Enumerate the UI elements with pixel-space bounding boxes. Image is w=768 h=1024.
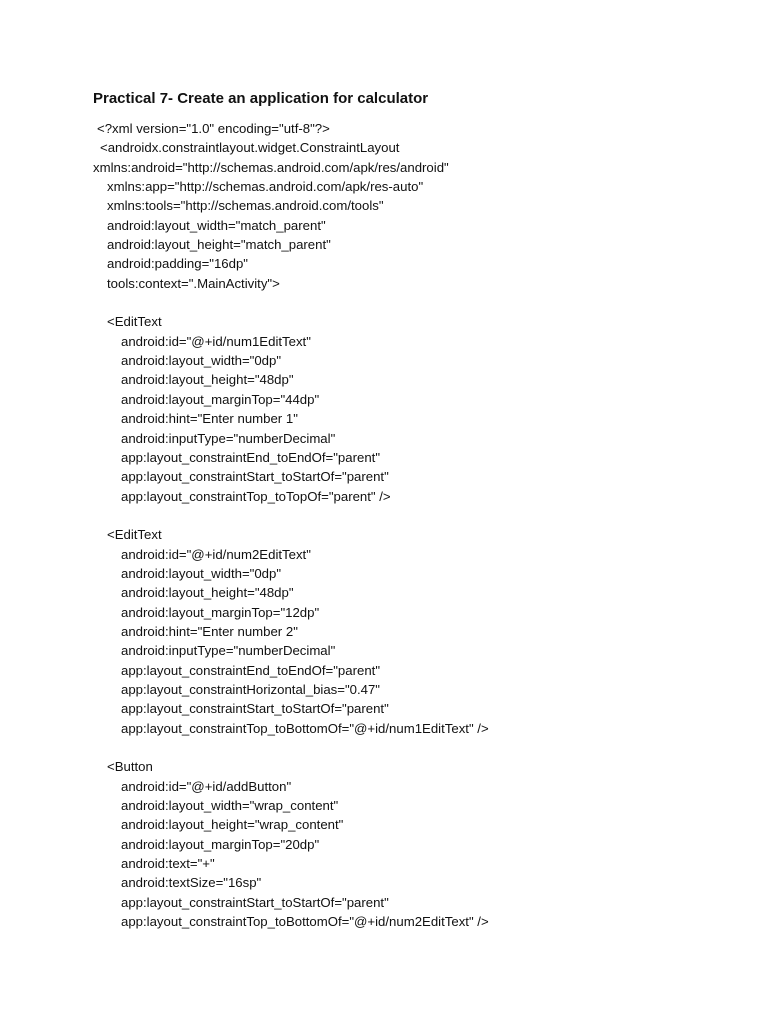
code-line: tools:context=".MainActivity"> [107,275,280,291]
code-line: <EditText [107,527,162,543]
code-line: android:id="@+id/num2EditText" [121,546,311,562]
code-line: android:hint="Enter number 1" [121,411,298,427]
blank-line [93,738,733,757]
code-line: android:hint="Enter number 2" [121,623,298,639]
code-line: android:layout_height="48dp" [121,372,294,388]
code-line: android:inputType="numberDecimal" [121,643,336,659]
code-line: app:layout_constraintEnd_toEndOf="parent" [121,662,381,678]
code-line: app:layout_constraintTop_toBottomOf="@+id/num2EditText" /> [121,914,489,930]
code-line: android:layout_width="0dp" [121,353,282,369]
code-line: app:layout_constraintStart_toStartOf="parent" [121,894,389,910]
code-line: app:layout_constraintStart_toStartOf="parent" [121,469,389,485]
code-line: android:layout_marginTop="20dp" [121,836,320,852]
code-line: android:layout_height="wrap_content" [121,817,344,833]
code-line: android:id="@+id/addButton" [121,778,292,794]
code-line: android:layout_marginTop="12dp" [121,604,320,620]
code-line: app:layout_constraintEnd_toEndOf="parent" [121,449,381,465]
code-line: android:layout_height="match_parent" [107,237,331,253]
code-line: <androidx.constraintlayout.widget.ConstraintLayout [100,140,400,156]
code-line: android:textSize="16sp" [121,875,262,891]
code-line: android:layout_width="match_parent" [107,217,326,233]
code-line: <?xml version="1.0" encoding="utf-8"?> [97,121,330,136]
blank-line [93,506,733,525]
code-line: android:layout_height="48dp" [121,585,294,601]
code-line: xmlns:app="http://schemas.android.com/apk/res-auto" [107,179,424,195]
code-line: <EditText [107,314,162,330]
code-line: <Button [107,759,153,775]
code-line: app:layout_constraintStart_toStartOf="parent" [121,701,389,717]
code-line: android:padding="16dp" [107,256,248,272]
code-line: app:layout_constraintTop_toBottomOf="@+id/num1EditText" /> [121,720,489,736]
code-line: android:layout_width="wrap_content" [121,798,339,814]
code-line: android:inputType="numberDecimal" [121,430,336,446]
code-line: android:text="+" [121,856,215,872]
code-line: xmlns:tools="http://schemas.android.com/tools" [107,198,384,214]
code-line: android:id="@+id/num1EditText" [121,333,311,349]
blank-line [93,293,733,312]
page-title: Practical 7- Create an application for calculator [93,90,429,107]
code-line: android:layout_width="0dp" [121,565,282,581]
code-block [93,119,733,931]
code-line: android:layout_marginTop="44dp" [121,391,320,407]
code-line: app:layout_constraintTop_toTopOf="parent" /> [121,488,391,504]
code-line: app:layout_constraintHorizontal_bias="0.47" [121,681,380,697]
code-line: xmlns:android="http://schemas.android.com/apk/res/android" [93,159,449,175]
